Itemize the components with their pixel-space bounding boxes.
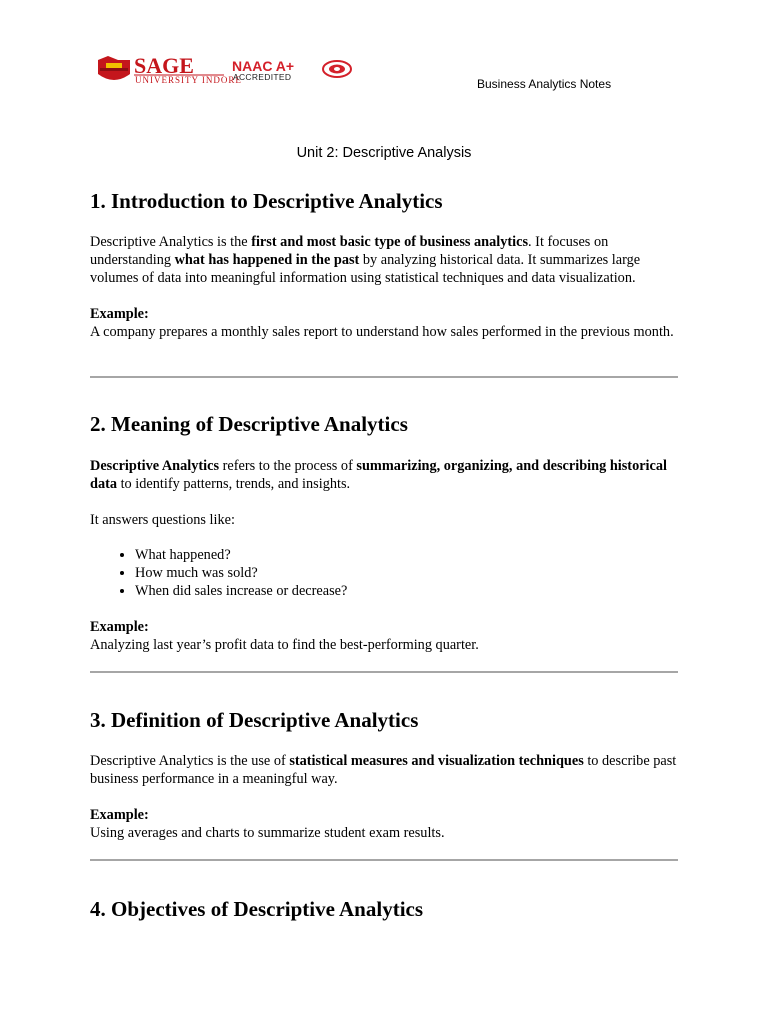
logo-naac-text: NAAC A+: [232, 58, 295, 74]
list-item: • How much was sold?: [135, 564, 680, 582]
question-list: [90, 546, 680, 600]
list-item: • When did sales increase or decrease?: [135, 582, 680, 600]
section-1-body: [90, 233, 680, 341]
university-logo: [96, 54, 356, 86]
sage-shield-icon: [98, 56, 130, 80]
section-3-body: [90, 752, 680, 842]
section-3-heading: 3. Definition of Descriptive Analytics: [90, 708, 419, 732]
logo-university-text: UNIVERSITY INDORE: [135, 75, 242, 85]
section-2-example: Example: Analyzing last year’s profit data to find the best-performing quarter.: [90, 619, 479, 653]
divider: [90, 376, 678, 378]
section-3-paragraph: Descriptive Analytics is the use of statistical measures and visualization techniques to describe past business performance in a meaningful way.: [90, 753, 677, 787]
list-item: • What happened?: [135, 546, 680, 564]
section-4-heading: 4. Objectives of Descriptive Analytics: [90, 897, 424, 921]
section-1-heading: 1. Introduction to Descriptive Analytics: [90, 189, 443, 213]
header-note: Business Analytics Notes: [477, 77, 612, 91]
section-2-body: [90, 457, 680, 654]
logo-accredited-text: ACCREDITED: [233, 72, 292, 82]
section-1-example: Example: A company prepares a monthly sales report to understand how sales performed in the previous month.: [90, 306, 674, 340]
divider: [90, 859, 678, 861]
naac-badge-icon: [323, 61, 351, 77]
section-3-example: Example: Using averages and charts to summarize student exam results.: [90, 807, 445, 841]
unit-title: Unit 2: Descriptive Analysis: [296, 145, 472, 161]
divider: [90, 671, 678, 673]
section-2-heading: 2. Meaning of Descriptive Analytics: [90, 412, 408, 436]
section-2-paragraph: Descriptive Analytics refers to the process of summarizing, organizing, and describing historical data to identify patterns, trends, and insights.: [90, 458, 667, 492]
logo-sage-text: SAGE: [134, 54, 194, 78]
section-1-paragraph: Descriptive Analytics is the first and most basic type of business analytics. It focuses on understanding what has happened in the past by analyzing historical data. It summarizes large volumes of data into meaningful information using statistical techniques and data visualization.: [90, 234, 641, 286]
section-2-intro: It answers questions like:: [90, 512, 235, 528]
